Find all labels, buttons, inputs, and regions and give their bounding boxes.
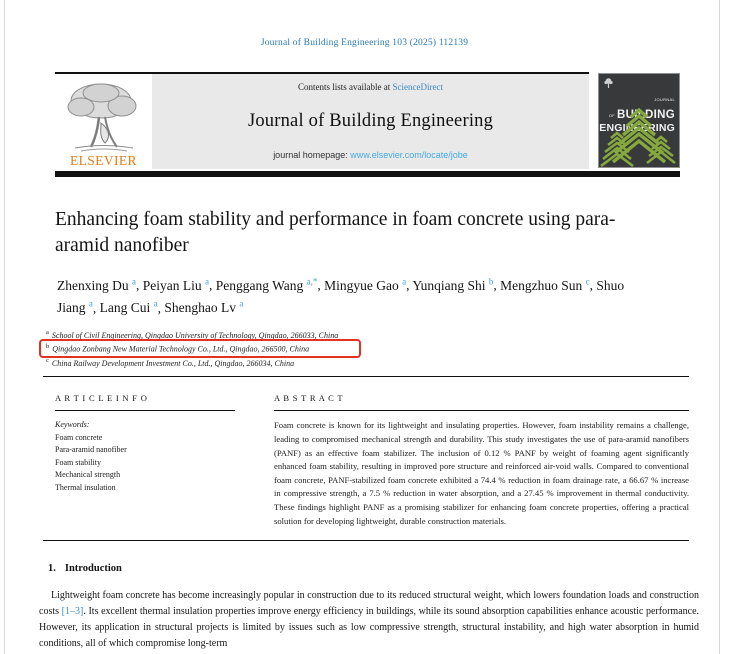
journal-title: Journal of Building Engineering: [247, 110, 494, 131]
author: Shenghao Lv $^a$: [164, 298, 244, 315]
affiliation-line: [46, 341, 689, 355]
homepage-prefix: journal homepage:: [273, 150, 351, 160]
introduction-label: Introduction: [64, 563, 122, 575]
info-abstract-section: [43, 393, 689, 528]
cover-trees-icon: [599, 107, 679, 167]
affiliation-text: School of Civil Engineering, Qingdao University of Technology, Qingdao, 266033, China: [51, 330, 339, 340]
journal-banner: [152, 74, 589, 169]
cover-elsevier-emblem-icon: [604, 78, 613, 89]
article-info-rule: [55, 410, 235, 411]
cover-title-line2: ENGINEERING: [599, 122, 675, 134]
intro-text-after: . Its excellent thermal insulation properties improve energy efficiency in buildings, while its sound absorption capabilities enhance acoustic performance. However, its application in structural projects is limited by issues such as low compressive strength, structural instability, and high water absorption in humid conditions, all of which compromise long-term: [39, 606, 700, 650]
cover-title-line1: BUILDING: [617, 109, 675, 121]
keywords-block: [55, 419, 247, 494]
keyword-item: Foam concrete: [55, 432, 103, 442]
sciencedirect-link[interactable]: ScienceDirect: [392, 82, 443, 92]
article-title: Enhancing foam stability and performance in foam concrete using para-aramid nanofiber: [55, 209, 616, 256]
contents-line: [298, 82, 443, 92]
author: Shuo Jiang $^a$: [57, 277, 625, 315]
author-list: Zhenxing Du $^a$, Peiyan Liu $^a$, Penggang Wang $^{a,*}$, Mingyue Gao $^a$, Yunqiang Shi $^b$, Mengzhuo Sun $^c$, Shuo Jiang $^a$, Lang Cui $^a$, Shenghao Lv $^a$: [57, 276, 625, 315]
author: Penggang Wang $^{a,*}$: [215, 276, 318, 293]
introduction-number: 1.: [48, 563, 56, 575]
author-affiliation-superscript[interactable]: a: [88, 298, 93, 309]
author: Zhenxing Du $^a$: [57, 276, 136, 293]
intro-text-before: Lightweight foam concrete has become increasingly popular in construction due to its reduced structural weight, which lowers foundation loads and construction costs: [39, 590, 699, 618]
affiliation-highlight-box: [39, 339, 361, 358]
article-info-heading: A R T I C L E I N F O: [55, 393, 148, 404]
keywords-list: [55, 432, 247, 495]
keyword-item: Foam stability: [55, 457, 101, 467]
author: Yunqiang Shi $^b$: [412, 276, 494, 293]
author-affiliation-superscript[interactable]: a: [205, 276, 209, 286]
author-affiliation-superscript[interactable]: a: [132, 276, 136, 286]
affiliation-superscript: c: [46, 357, 49, 365]
author-affiliation-superscript[interactable]: a,*: [306, 276, 318, 286]
journal-header: [55, 72, 680, 177]
affiliation-superscript: a: [46, 329, 49, 336]
journal-cover-thumbnail: [598, 73, 680, 168]
cover-journal-of: JOURNAL OF: [608, 97, 675, 118]
homepage-line: [273, 150, 468, 160]
introduction-paragraph: [39, 588, 699, 652]
abstract-heading: A B S T R A C T: [274, 393, 344, 404]
section-divider-bottom: [43, 540, 689, 541]
author-affiliation-superscript[interactable]: b: [488, 276, 494, 286]
abstract-text: Foam concrete is known for its lightweight and insulating properties. However, foam instability remains a challenge, leading to compromised mechanical strength and durability. This study investigates the use of para-aramid nanofibers (PANF) as an effective foam stabilizer. The inclusion of 0.12 % PANF by weight of foaming agent significantly enhanced foam stability, resulting in improved pore structure and reinforced air-void walls. Compared to conventional foam concrete, PANF-stabilized foam concrete exhibited a 74.4 % reduction in foam drainage rate, a 66.67 % increase in compressive strength, a 7.5 % reduction in water absorption, and a 27.45 % improvement in thermal conductivity. These findings highlight PANF as a promising stabilizer for enhancing foam concrete properties, offering a practical solution for developing lightweight, durable construction materials.: [274, 420, 689, 526]
introduction-heading: [48, 563, 689, 574]
author: Lang Cui $^a$: [99, 298, 158, 315]
header-divider-bar: [55, 171, 680, 177]
keyword-item: Mechanical strength: [55, 470, 121, 480]
section-divider-top: [43, 376, 689, 377]
affiliation-text: Qingdao Zonbang New Material Technology Co., Ltd., Qingdao, 266500, China: [52, 344, 310, 354]
affiliation-superscript: b: [46, 343, 50, 351]
author: Peiyan Liu $^a$: [142, 276, 209, 293]
article-content: [39, 207, 700, 652]
keyword-item: Para-aramid nanofiber: [55, 445, 127, 455]
author-affiliation-superscript[interactable]: c: [585, 276, 590, 286]
page-left-edge: [4, 0, 5, 654]
elsevier-wordmark: ELSEVIER: [70, 152, 137, 168]
elsevier-tree-icon: [61, 79, 147, 153]
abstract-rule: [274, 410, 689, 411]
article-info-column: [55, 393, 247, 528]
affiliation-list: [46, 327, 689, 369]
keywords-label: Keywords:: [55, 420, 90, 430]
author: Mingyue Gao $^a$: [324, 276, 407, 293]
elsevier-logo: [55, 74, 152, 169]
reference-citation-link[interactable]: [1–3]: [61, 606, 84, 618]
abstract-column: [274, 393, 689, 528]
contents-prefix: Contents lists available at: [298, 82, 393, 92]
keyword-item: Thermal insulation: [55, 482, 116, 492]
affiliation-text: China Railway Development Investment Co., Ltd., Qingdao, 266034, China: [51, 358, 295, 368]
author-affiliation-superscript[interactable]: a: [402, 276, 407, 286]
author-affiliation-superscript[interactable]: a: [239, 298, 244, 309]
author-affiliation-superscript[interactable]: a: [153, 298, 158, 309]
running-head-citation[interactable]: Journal of Building Engineering 103 (2025) 112139: [260, 38, 469, 48]
page-right-edge: [719, 0, 720, 654]
author: Mengzhuo Sun $^c$: [500, 276, 590, 293]
homepage-link[interactable]: www.elsevier.com/locate/jobe: [350, 150, 468, 160]
